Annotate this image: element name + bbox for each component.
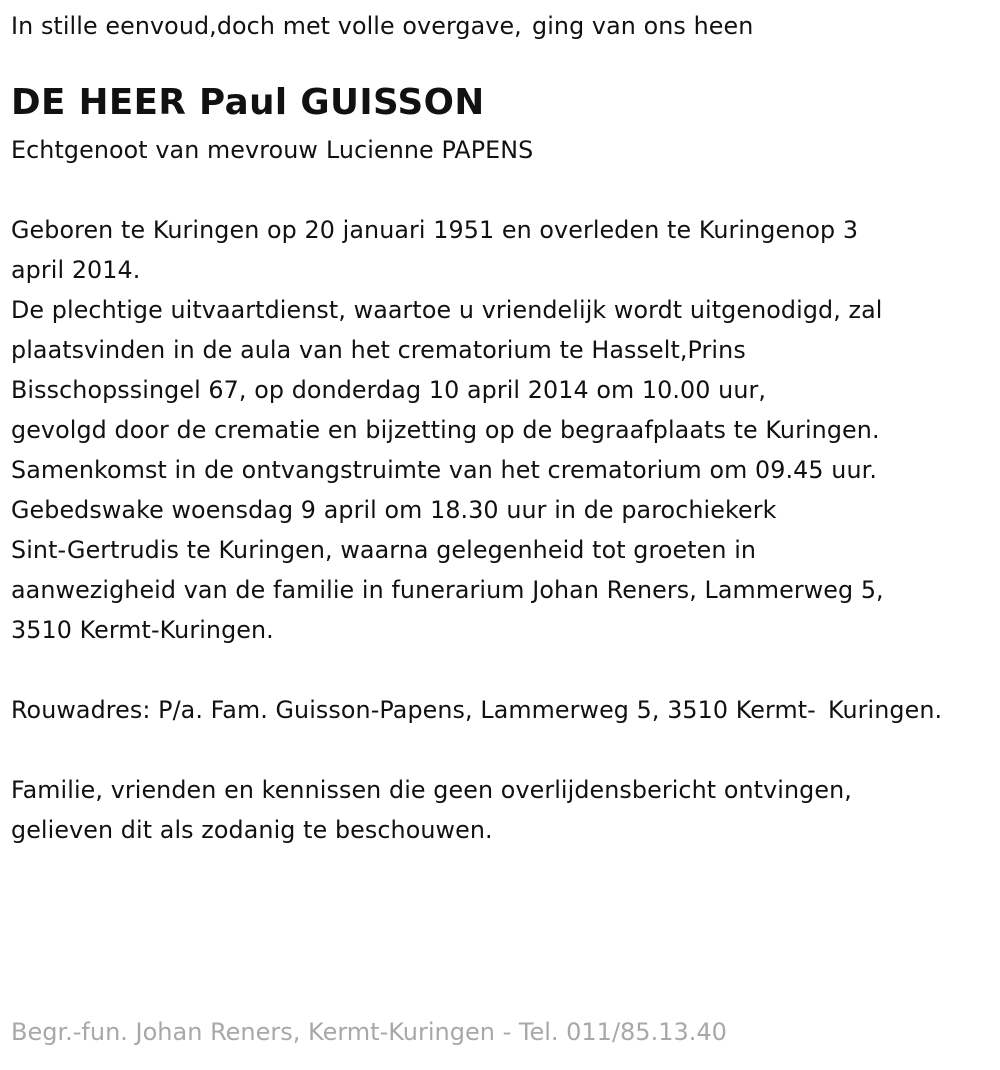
closing-line: gelieven dit als zodanig te beschouwen. bbox=[11, 816, 493, 844]
spouse-line: Echtgenoot van mevrouw bbox=[11, 136, 318, 164]
details-line: Geboren te Kuringen op 20 januari 1951 en overleden te Kuringenop 3 bbox=[11, 216, 859, 244]
details-line: Sint-Gertrudis te Kuringen, waarna gelegenheid tot groeten in bbox=[11, 536, 757, 564]
spacer bbox=[11, 650, 996, 690]
details-line: Gebedswake woensdag 9 april om 18.30 uur in de parochiekerk bbox=[11, 496, 777, 524]
mourning-address bbox=[11, 690, 996, 730]
details-line: aanwezigheid van de familie in funerarium Johan Reners, Lammerweg 5, bbox=[11, 576, 884, 604]
details-line: 3510 Kermt-Kuringen. bbox=[11, 616, 274, 644]
spacer bbox=[11, 730, 996, 770]
intro-line: In stille eenvoud,doch met volle overgave, bbox=[11, 12, 522, 40]
death-notice bbox=[11, 6, 996, 850]
intro-line: ging van ons heen bbox=[531, 12, 754, 40]
details-line: plaatsvinden in de aula van het crematorium te Hasselt,Prins bbox=[11, 336, 746, 364]
details-text bbox=[11, 210, 996, 650]
deceased-name: DE HEER Paul GUISSON bbox=[11, 82, 485, 123]
details-line: april 2014. bbox=[11, 256, 141, 284]
closing-text bbox=[11, 770, 996, 850]
intro-text bbox=[11, 6, 996, 46]
spouse-line: Lucienne PAPENS bbox=[325, 136, 534, 164]
mourning-address-line: Kuringen. bbox=[828, 696, 943, 724]
funeral-home-footer: Begr.-fun. Johan Reners, Kermt-Kuringen - Tel. 011/85.13.40 bbox=[11, 1018, 727, 1046]
details-line: Samenkomst in de ontvangstruimte van het crematorium om 09.45 uur. bbox=[11, 456, 877, 484]
spacer bbox=[11, 170, 996, 210]
details-line: gevolgd door de crematie en bijzetting op de begraafplaats te Kuringen. bbox=[11, 416, 880, 444]
spouse-text bbox=[11, 130, 996, 170]
mourning-address-line: Rouwadres: P/a. Fam. Guisson-Papens, Lammerweg 5, 3510 Kermt- bbox=[11, 696, 816, 724]
details-line: Bisschopssingel 67, op donderdag 10 april 2014 om 10.00 uur, bbox=[11, 376, 767, 404]
closing-line: Familie, vrienden en kennissen die geen overlijdensbericht ontvingen, bbox=[11, 776, 852, 804]
details-line: De plechtige uitvaartdienst, waartoe u vriendelijk wordt uitgenodigd, zal bbox=[11, 296, 883, 324]
